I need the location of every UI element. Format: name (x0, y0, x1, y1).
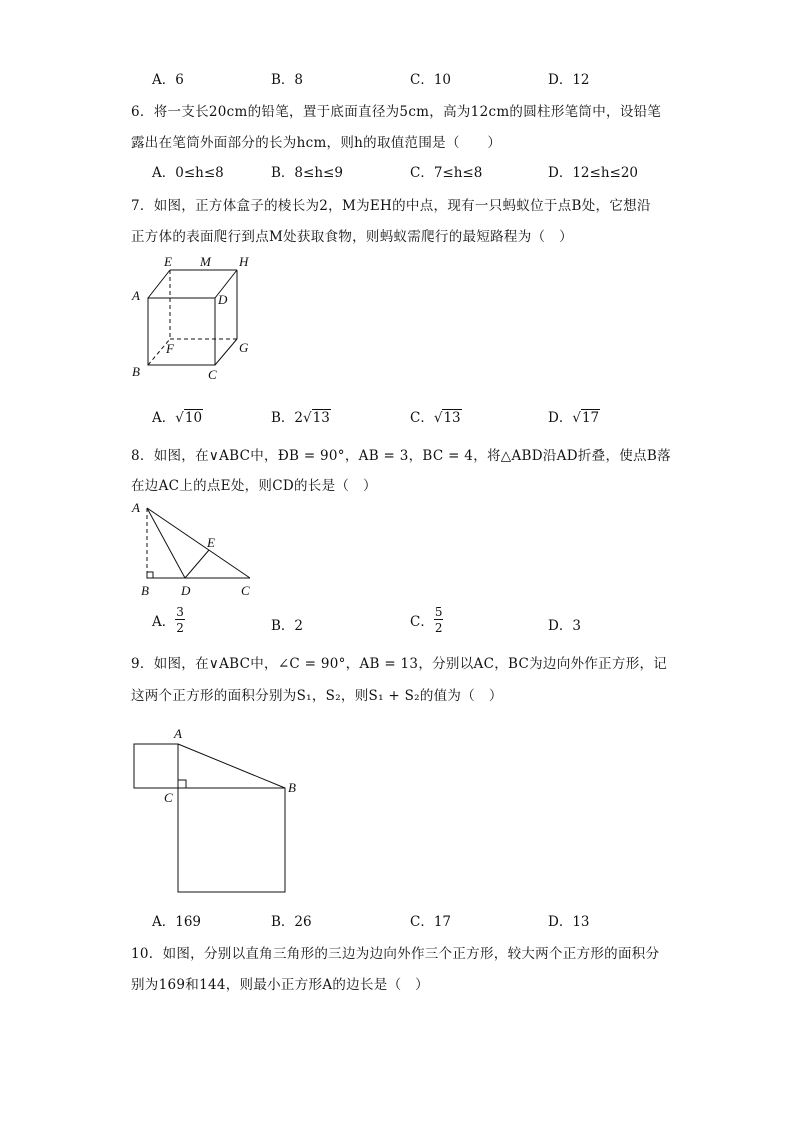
label-d: D (218, 292, 228, 307)
q7-option-d[interactable]: D．√17 (548, 410, 600, 426)
label-a: A (174, 726, 182, 741)
q6-option-b[interactable]: B．8≤h≤9 (271, 165, 343, 181)
q9-option-c[interactable]: C．17 (410, 914, 452, 930)
q6-option-a[interactable]: A．0≤h≤8 (152, 165, 224, 181)
q7-option-c[interactable]: C．√13 (410, 410, 461, 426)
label-g: G (239, 340, 249, 355)
edge-cg (215, 339, 237, 365)
q8-option-c[interactable]: C． $\frac{5}{2}$ (410, 605, 443, 635)
q9-stem-line1: 9．如图，在∨ABC中，∠C = 90°，AB = 13，分别以AC，BC为边向外作正方形，记 (131, 656, 668, 672)
q8-stem-line2: 在边AC上的点E处，则CD的长是（ ） (131, 478, 377, 494)
label-f: F (166, 341, 174, 356)
label-e: E (207, 535, 215, 550)
right-angle-mark-c (178, 780, 186, 788)
side-ac (147, 508, 250, 578)
q7-option-a[interactable]: A．√10 (152, 410, 203, 426)
q8-triangle-figure (128, 498, 263, 600)
q10-stem-line1: 10．如图，分别以直角三角形的三边为边向外作三个正方形，较大两个正方形的面积分 (131, 946, 660, 962)
q5-option-b[interactable]: B．8 (271, 72, 304, 88)
q6-option-d[interactable]: D．12≤h≤20 (548, 165, 638, 181)
label-c: C (241, 583, 250, 598)
edge-ae (148, 270, 170, 298)
q7-cube-figure (128, 255, 258, 383)
label-c: C (164, 790, 173, 805)
q5-option-c[interactable]: C．10 (410, 72, 452, 88)
q8-stem-line1: 8．如图，在∨ABC中，ÐB = 90°，AB = 3，BC = 4，将△ABD沿AD折叠，使点B落 (131, 448, 671, 464)
side-ab (178, 744, 285, 788)
q9-option-a[interactable]: A．169 (152, 914, 202, 930)
q7-option-b[interactable]: B．2√13 (271, 410, 330, 426)
label-c: C (208, 367, 217, 382)
right-angle-mark-b (147, 572, 153, 578)
q10-stem-line2: 别为169和144，则最小正方形A的边长是（ ） (131, 977, 429, 993)
label-b: B (288, 780, 296, 795)
label-b: B (141, 583, 149, 598)
q8-option-b[interactable]: B．2 (271, 618, 304, 634)
q9-option-d[interactable]: D．13 (548, 914, 590, 930)
label-e: E (164, 255, 172, 269)
q6-stem-line2: 露出在笔筒外面部分的长为hcm，则h的取值范围是（ ） (131, 135, 502, 151)
q9-option-b[interactable]: B．26 (271, 914, 312, 930)
label-h: H (239, 255, 249, 269)
q7-stem-line2: 正方体的表面爬行到点M处获取食物，则蚂蚁需爬行的最短路程为（ ） (131, 229, 573, 245)
q7-stem-line1: 7．如图，正方体盒子的棱长为2，M为EH的中点，现有一只蚂蚁位于点B处，它想沿 (131, 198, 651, 214)
label-m: M (200, 255, 211, 269)
q8-option-d[interactable]: D．3 (548, 618, 581, 634)
q6-stem-line1: 6．将一支长20cm的铅笔，置于底面直径为5cm，高为12cm的圆柱形笔筒中，设铅笔 (131, 104, 662, 120)
segment-de (185, 550, 209, 578)
cube-front-face (148, 298, 215, 365)
label-a: A (132, 288, 140, 303)
q5-option-d[interactable]: D．12 (548, 72, 590, 88)
q8-option-a[interactable]: A． $\frac{3}{2}$ (152, 605, 184, 635)
label-d: D (181, 583, 191, 598)
segment-ad (147, 508, 185, 578)
square-on-bc (178, 788, 285, 892)
q9-stem-line2: 这两个正方形的面积分别为S₁，S₂，则S₁ + S₂的值为（ ） (131, 688, 503, 704)
label-b: B (132, 364, 140, 379)
q5-option-a[interactable]: A．6 (152, 72, 184, 88)
q9-squares-figure (128, 722, 308, 897)
q6-option-c[interactable]: C．7≤h≤8 (410, 165, 483, 181)
label-a: A (132, 500, 140, 515)
square-on-ac (134, 744, 178, 788)
